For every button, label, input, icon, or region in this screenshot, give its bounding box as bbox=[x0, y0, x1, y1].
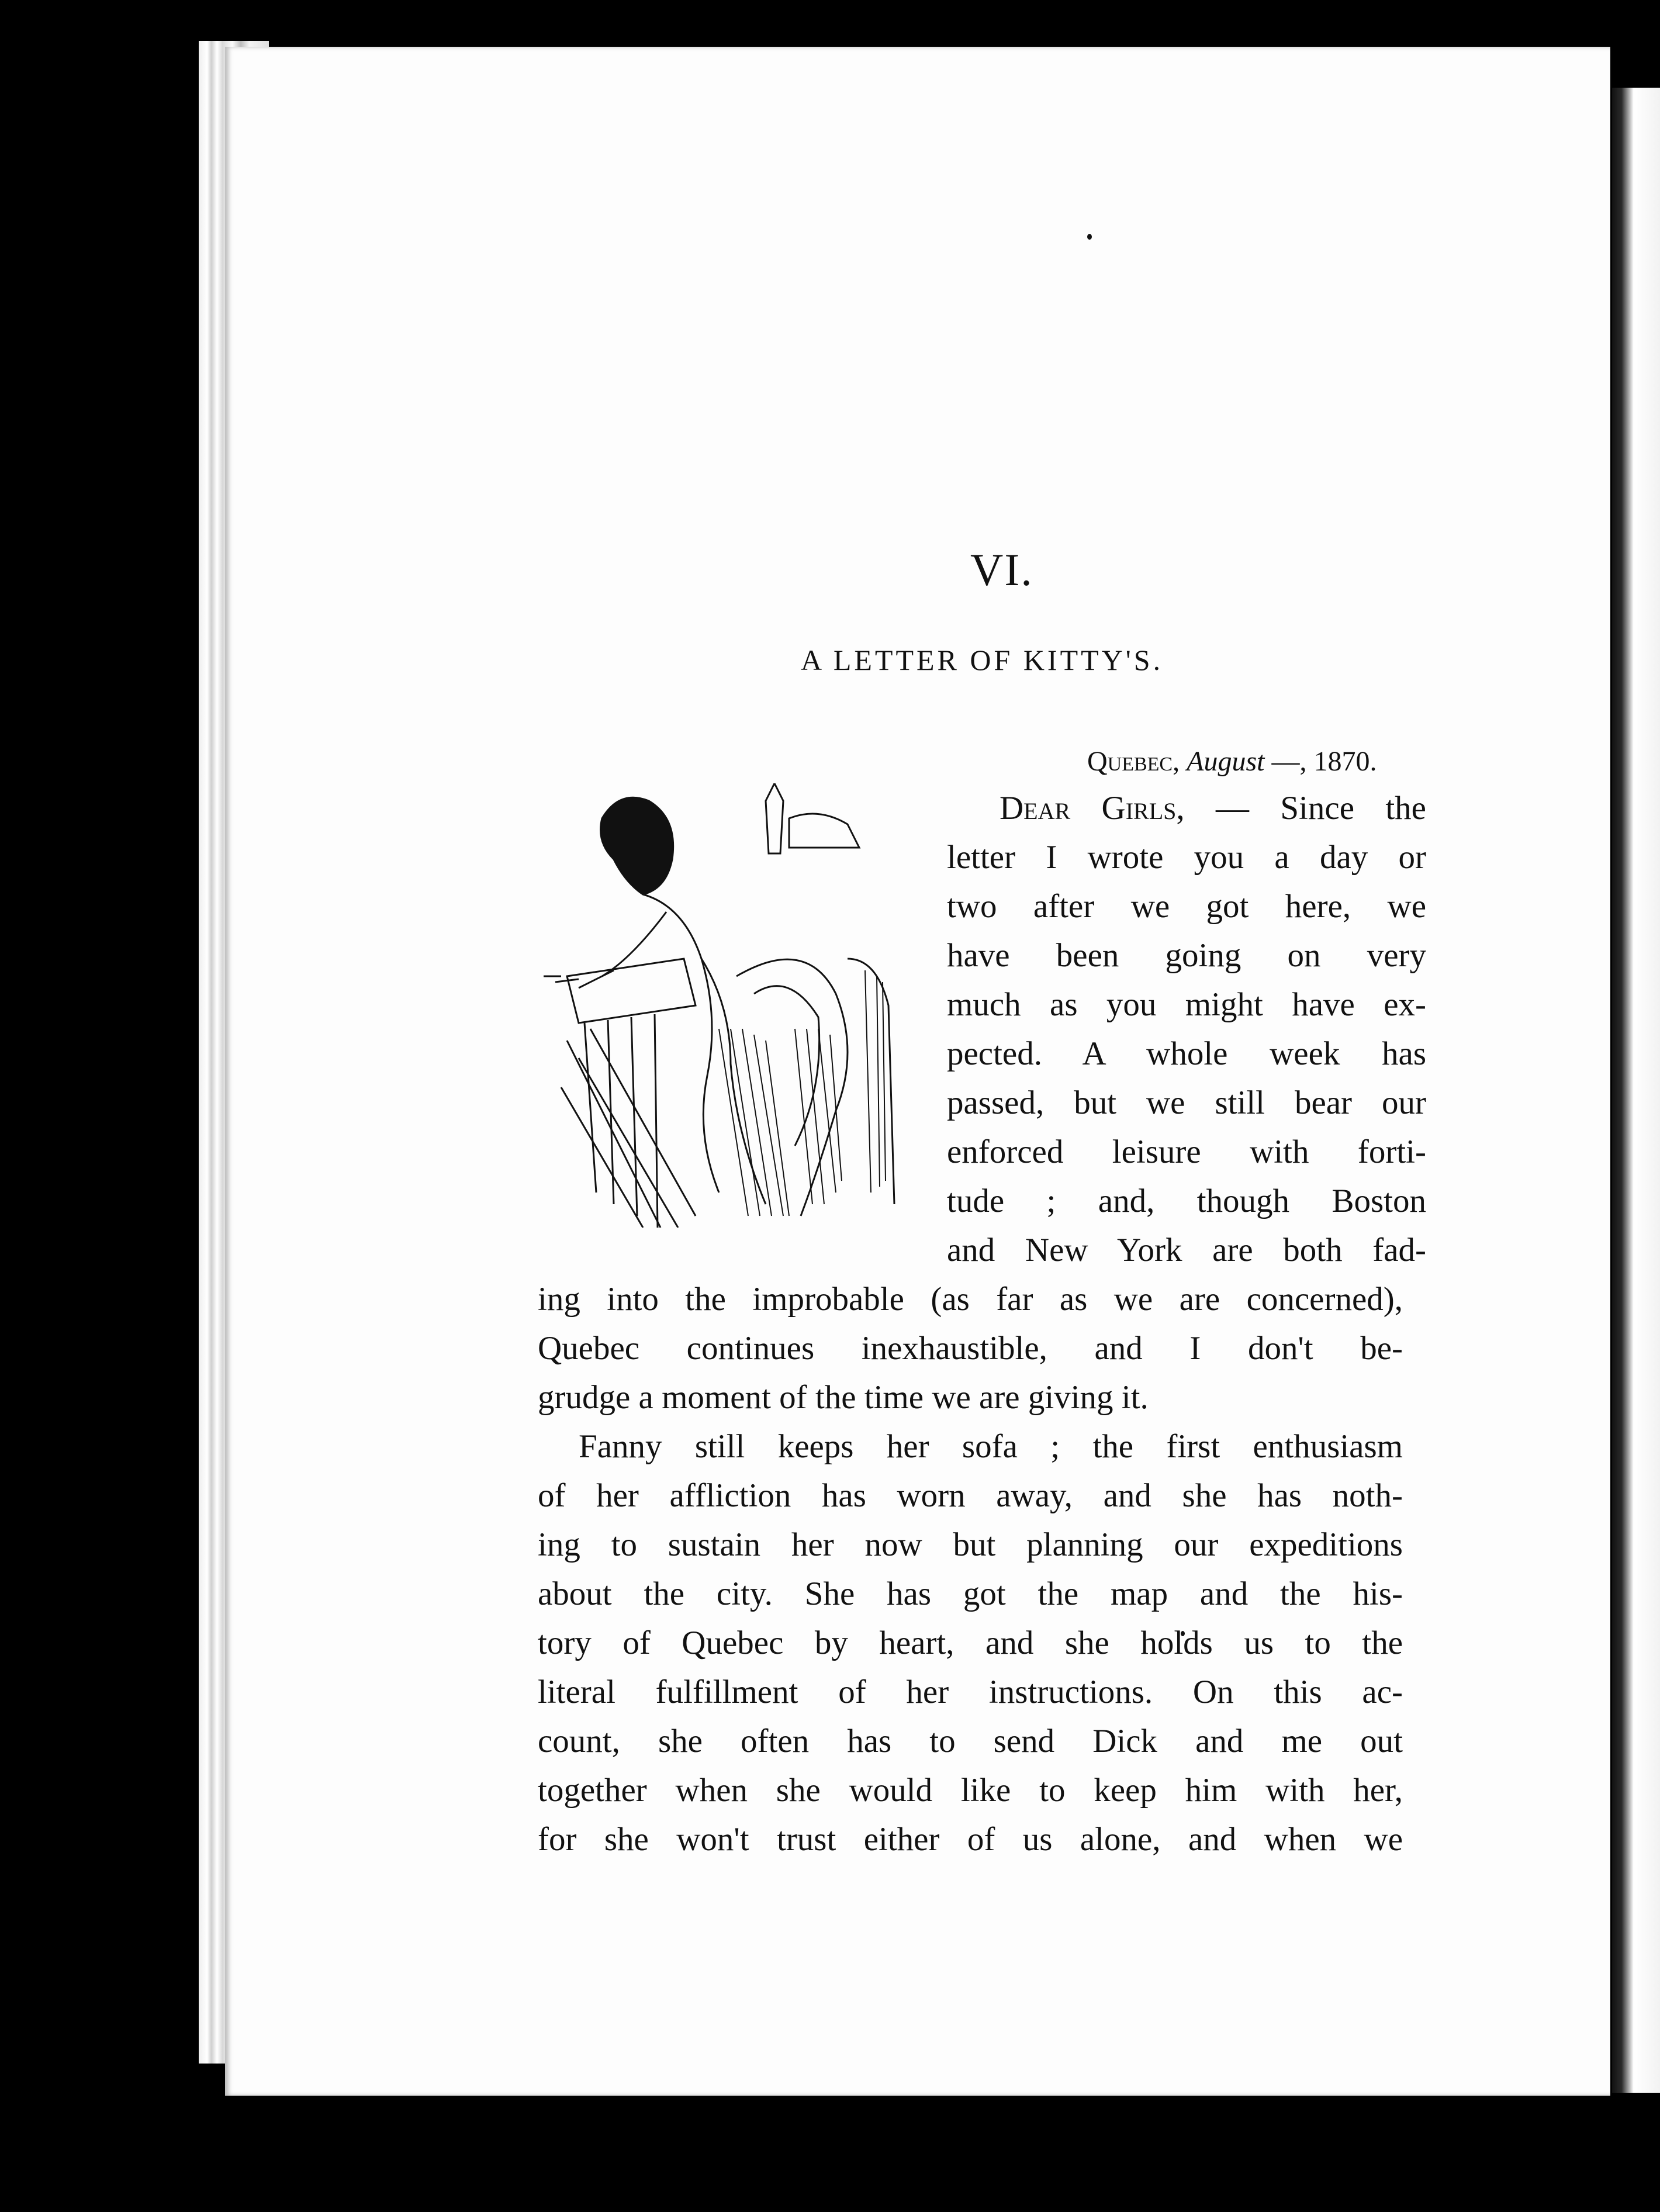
text-line: for she won't trust either of us alone, and when we bbox=[538, 1821, 1403, 1858]
dateline bbox=[1087, 745, 1377, 777]
dateline-month: August bbox=[1187, 746, 1265, 777]
text-line: tude ; and, though Boston bbox=[947, 1183, 1426, 1219]
text-line: letter I wrote you a day or bbox=[947, 839, 1426, 876]
next-page-edge bbox=[1612, 88, 1660, 2093]
text-line: Fanny still keeps her sofa ; the first enthusiasm bbox=[579, 1428, 1403, 1465]
text-line: passed, but we still bear our bbox=[947, 1084, 1426, 1121]
text-line: ing into the improbable (as far as we are concerned), bbox=[538, 1281, 1403, 1318]
text-line bbox=[1000, 788, 1426, 829]
text-line-content: — Since the bbox=[1184, 790, 1426, 827]
text-line: have been going on very bbox=[947, 937, 1426, 974]
text-line: Quebec continues inexhaustible, and I don't be- bbox=[538, 1330, 1403, 1367]
text-line: ing to sustain her now but planning our expeditions bbox=[538, 1526, 1403, 1563]
chapter-title: A LETTER OF KITTY'S. bbox=[801, 644, 1164, 676]
text-line: together when she would like to keep him with her, bbox=[538, 1772, 1403, 1809]
text-line: grudge a moment of the time we are giving it. bbox=[538, 1379, 1149, 1416]
text-line: pected. A whole week has bbox=[947, 1035, 1426, 1072]
text-line: and New York are both fad- bbox=[947, 1232, 1426, 1269]
text-line: of her affliction has worn away, and she has noth- bbox=[538, 1477, 1403, 1514]
text-line: tory of Quebec by heart, and she holds us to the bbox=[538, 1625, 1403, 1661]
text-line: literal fulfillment of her instructions. On this ac- bbox=[538, 1674, 1403, 1710]
text-line: two after we got here, we bbox=[947, 888, 1426, 925]
dateline-rest: —, 1870. bbox=[1264, 746, 1377, 777]
dateline-place: Quebec, bbox=[1087, 746, 1180, 777]
text-line: about the city. She has got the map and the his- bbox=[538, 1575, 1403, 1612]
text-line: enforced leisure with forti- bbox=[947, 1133, 1426, 1170]
print-speck bbox=[1087, 234, 1092, 240]
text-line: count, she often has to send Dick and me out bbox=[538, 1723, 1403, 1760]
chapter-number: VI. bbox=[970, 544, 1033, 595]
text-line: much as you might have ex- bbox=[947, 986, 1426, 1023]
salutation: Dear Girls, bbox=[1000, 790, 1185, 827]
woman-writing-letter-engraving-icon bbox=[544, 783, 924, 1228]
